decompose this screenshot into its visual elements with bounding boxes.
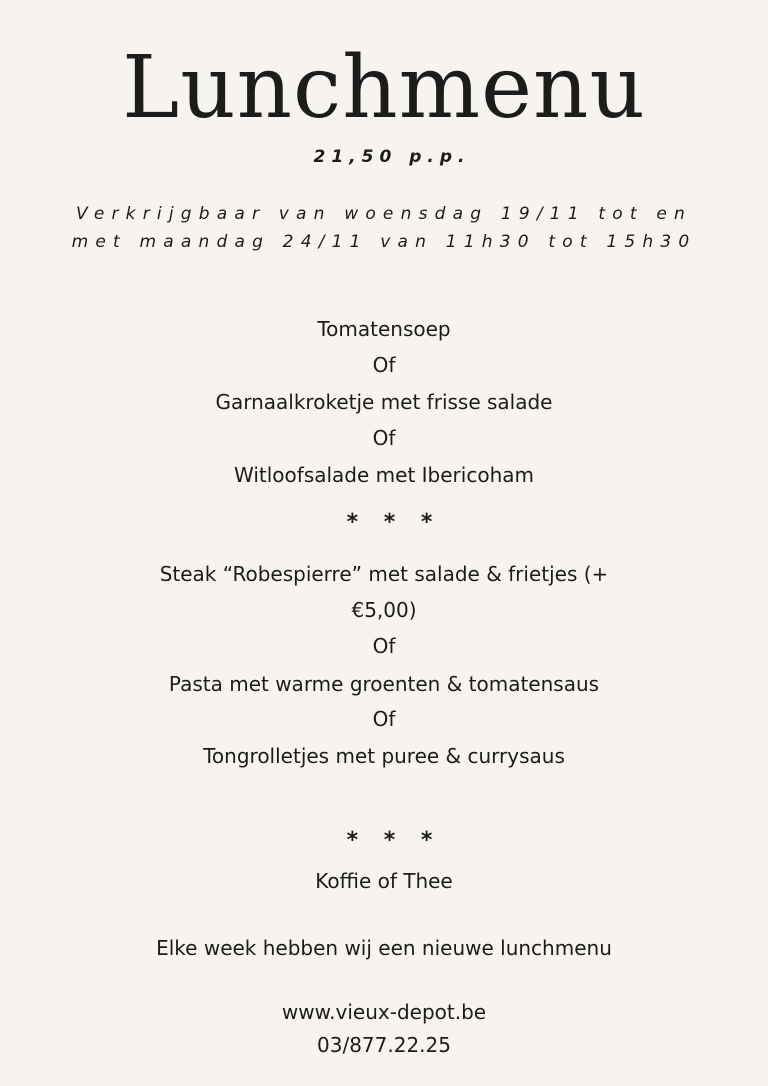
starter-item-2: Garnaalkroketje met frisse salade [215, 390, 553, 414]
availability-text [0, 200, 768, 256]
course-separator-1: * * * [346, 510, 442, 535]
main-item-1-line-2: €5,00) [351, 598, 417, 622]
course-separator-2: * * * [346, 828, 442, 853]
main-or-2: Of [372, 707, 396, 731]
main-item-3: Tongrolletjes met puree & currysaus [203, 744, 565, 768]
phone-number: 03/877.22.25 [317, 1033, 451, 1057]
starter-item-1: Tomatensoep [317, 317, 451, 341]
starter-item-3: Witloofsalade met Ibericoham [234, 463, 534, 487]
availability-line-2: met maandag 24/11 van 11h30 tot 15h30 [71, 232, 697, 252]
main-or-1: Of [372, 634, 396, 658]
starter-or-2: Of [372, 426, 396, 450]
website-text: www.vieux-depot.be [281, 1000, 487, 1024]
main-item-1-line-1: Steak “Robespierre” met salade & frietjes (+ [159, 562, 609, 586]
weekly-note: Elke week hebben wij een nieuwe lunchmenu [156, 936, 612, 960]
starter-or-1: Of [372, 353, 396, 377]
availability-line-1: Verkrijgbaar van woensdag 19/11 tot en [76, 204, 692, 224]
page-title: Lunchmenu [122, 38, 646, 138]
main-item-2: Pasta met warme groenten & tomatensaus [168, 672, 600, 696]
menu-price: 21,50 p.p. [313, 147, 471, 167]
dessert-item: Koffie of Thee [315, 869, 453, 893]
